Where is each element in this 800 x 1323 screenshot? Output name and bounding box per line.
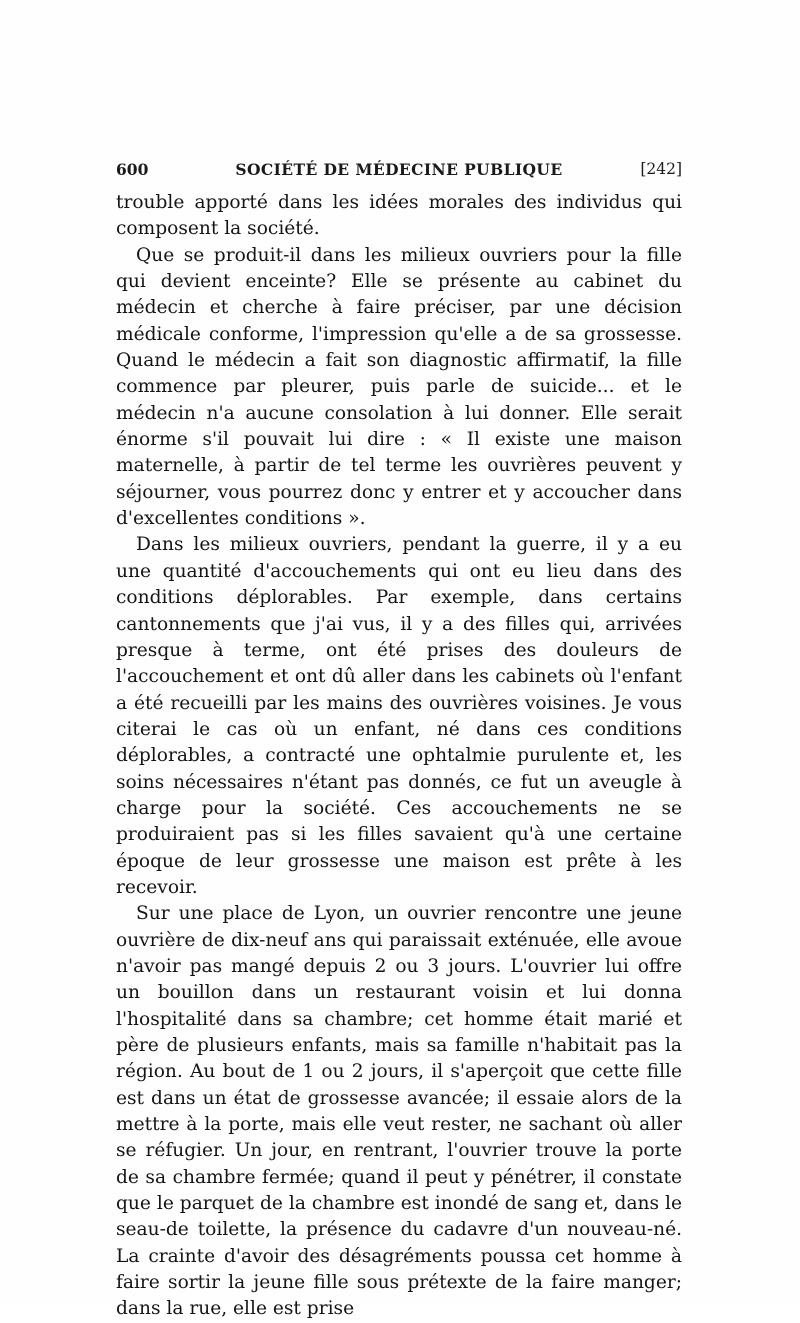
- running-title: SOCIÉTÉ DE MÉDECINE PUBLIQUE: [235, 160, 563, 179]
- paragraph: trouble apporté dans les idées morales des individus qui composent la société.: [116, 192, 682, 240]
- paragraph: Que se produit-il dans les milieux ouvriers pour la fille qui devient enceinte? Elle se présente au cabinet du médecin et cherche à faire préciser, par une décision médicale conforme, l'impression qu'elle a de sa grossesse. Quand le médecin a fait son diagnostic affirmatif, la fille commence par pleurer, puis parle de suicide... et le médecin n'a aucune consolation à lui donner. Elle serait énorme s'il pouvait lui dire : « Il existe une maison maternelle, à partir de tel terme les ouvrières peuvent y séjourner, vous pourrez donc y entrer et y accoucher dans d'excellentes conditions ».: [116, 244, 682, 530]
- page-number: 600: [116, 160, 149, 179]
- page-reference: [242]: [640, 160, 682, 178]
- paragraph: Sur une place de Lyon, un ouvrier rencontre une jeune ouvrière de dix-neuf ans qui paraissait exténuée, elle avoue n'avoir pas mangé depuis 2 ou 3 jours. L'ouvrier lui offre un bouillon dans un restaurant voisin et lui donna l'hospitalité dans sa chambre; cet homme était marié et père de plusieurs enfants, mais sa famille n'habitait pas la région. Au bout de 1 ou 2 jours, il s'aperçoit que cette fille est dans un état de grossesse avancée; il essaie alors de la mettre à la porte, mais elle veut rester, ne sachant où aller se réfugier. Un jour, en rentrant, l'ouvrier trouve la porte de sa chambre fermée; quand il peut y pénétrer, il constate que le parquet de la chambre est inondé de sang et, dans le seau-de toilette, la présence du cadavre d'un nouveau-né. La crainte d'avoir des désagréments poussa cet homme à faire sortir la jeune fille sous prétexte de la faire manger; dans la rue, elle est prise: [116, 903, 682, 1320]
- page-header: [116, 156, 682, 182]
- body-text: [116, 190, 682, 1323]
- paragraph: Dans les milieux ouvriers, pendant la guerre, il y a eu une quantité d'accouchements qui ont eu lieu dans des conditions déplorables. Par exemple, dans certains cantonnements que j'ai vus, il y a des filles qui, arrivées presque à terme, ont été prises des douleurs de l'accouchement et ont dû aller dans les cabinets où l'enfant a été recueilli par les mains des ouvrières voisines. Je vous citerai le cas où un enfant, né dans ces conditions déplorables, a contracté une ophtalmie purulente et, les soins nécessaires n'étant pas donnés, ce fut un aveugle à charge pour la société. Ces accouchements ne se produiraient pas si les filles savaient qu'à une certaine époque de leur grossesse une maison est prête à les recevoir.: [116, 534, 682, 898]
